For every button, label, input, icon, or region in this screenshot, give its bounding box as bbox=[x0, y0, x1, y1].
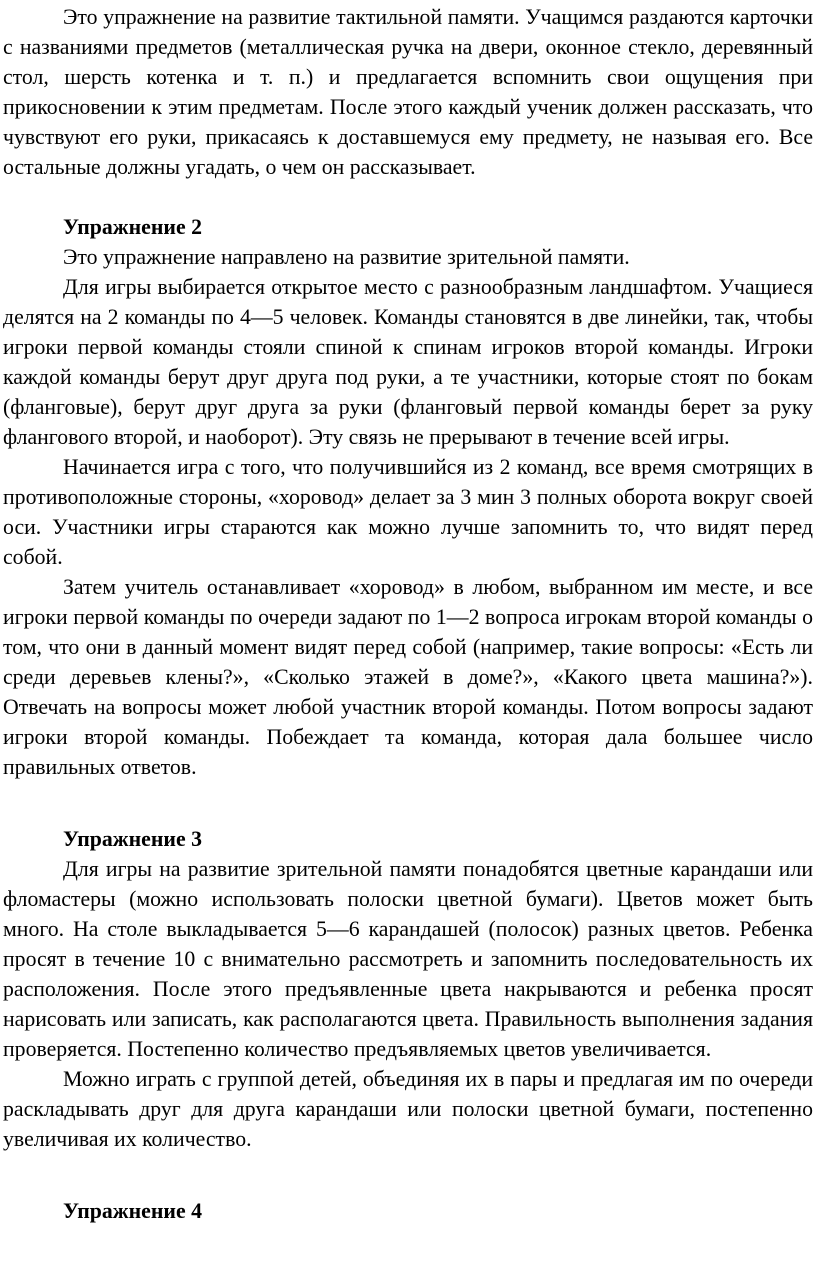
exercise-3-heading: Упражнение 3 bbox=[63, 827, 202, 851]
spacer bbox=[3, 182, 813, 212]
exercise-2-heading: Упражнение 2 bbox=[63, 215, 202, 239]
spacer bbox=[3, 1154, 813, 1196]
exercise-2-paragraph-2: Для игры выбирается открытое место с разнообразным ландшафтом. Учащиеся делятся на 2 команды по 4—5 человек. Команды становятся в две линейки, так, чтобы игроки первой команды стояли спиной к спинам игроков второй команды. Игроки каждой команды берут друг друга под руки, а те участники, которые стоят по бокам (фланговые), берут друг друга за руки (фланговый первой команды берет за руку флангового второй, и наоборот). Эту связь не прерывают в течение всей игры. bbox=[3, 275, 813, 449]
exercise-3-paragraph-1: Для игры на развитие зрительной памяти понадобятся цветные карандаши или фломастеры (можно использовать полоски цветной бумаги). Цветов может быть много. На столе выкладывается 5—6 карандашей (полосок) разных цветов. Ребенка просят в течение 10 с внимательно рассмотреть и запомнить последовательность их расположения. После этого предъявленные цвета накрываются и ребенка просят нарисовать или записать, как располагаются цвета. Правильность выполнения задания проверяется. Постепенно количество предъявляемых цветов увеличивается. bbox=[3, 857, 813, 1061]
spacer bbox=[3, 782, 813, 824]
exercise-2-paragraph-3: Начинается игра с того, что получившийся из 2 команд, все время смотрящих в противоположные стороны, «хоровод» делает за 3 мин 3 полных оборота вокруг своей оси. Участники игры стараются как можно лучше запомнить то, что видят перед собой. bbox=[3, 455, 813, 569]
exercise-4-heading: Упражнение 4 bbox=[63, 1199, 202, 1223]
exercise-2-paragraph-1: Это упражнение направлено на развитие зрительной памяти. bbox=[63, 245, 630, 269]
exercise-3-paragraph-2: Можно играть с группой детей, объединяя их в пары и предлагая им по очереди раскладывать друг для друга карандаши или полоски цветной бумаги, постепенно увеличивая их количество. bbox=[3, 1067, 813, 1151]
exercise-2-paragraph-4: Затем учитель останавливает «хоровод» в любом, выбранном им месте, и все игроки первой команды по очереди задают по 1—2 вопроса игрокам второй команды о том, что они в данный момент видят перед собой (например, такие вопросы: «Есть ли среди деревьев клены?», «Сколько этажей в доме?», «Какого цвета машина?»). Отвечать на вопросы может любой участник второй команды. Потом вопросы задают игроки второй команды. Побеждает та команда, которая дала большее число правильных ответов. bbox=[3, 575, 813, 779]
intro-paragraph: Это упражнение на развитие тактильной памяти. Учащимся раздаются карточки с названиями предметов (металлическая ручка на двери, оконное стекло, деревянный стол, шерсть котенка и т. п.) и предлагается вспомнить свои ощущения при прикосновении к этим предметам. После этого каждый ученик должен рассказать, что чувствуют его руки, прикасаясь к доставшемуся ему предмету, не называя его. Все остальные должны угадать, о чем он рассказывает. bbox=[3, 5, 813, 179]
